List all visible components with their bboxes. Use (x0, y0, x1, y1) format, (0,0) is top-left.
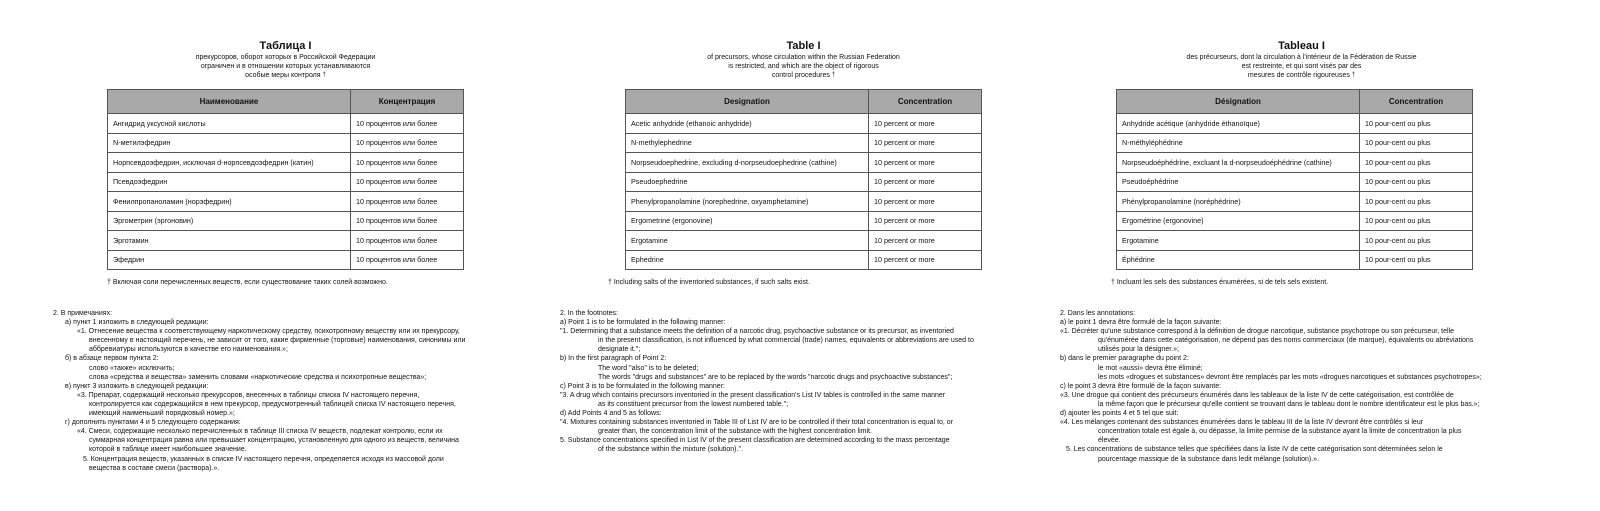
ru-header-concentration: Концентрация (351, 90, 464, 114)
note-line: "4. Mixtures containing substances inventoried in Table III of List IV are to be controlled if their total concentration is equal to, or (560, 419, 954, 427)
fr-precursor-table (1116, 89, 1473, 270)
table-row: N-méthyléphédrine 10 pour-cent ou plus (1117, 133, 1473, 153)
table-row: N-метилэфедрин 10 процентов или более (108, 133, 464, 153)
note-line: слова «средства и вещества» заменить словами «наркотические средства и психотропные вещества»; (89, 373, 427, 381)
note-line: слово «также» исключить; (89, 364, 175, 372)
ru-subtitle-line: особые меры контроля † (245, 72, 326, 79)
fr-header-concentration: Concentration (1360, 90, 1473, 114)
fr-header-designation: Désignation (1117, 90, 1360, 114)
note-line: внесенному в настоящий перечень, не зависит от того, какие фирменные (торговые) наименования, синонимы или (89, 337, 466, 345)
note-line: "3. A drug which contains precursors inventoried in the present classification's List IV tables is controlled in the same manner (560, 391, 946, 399)
note-line: élevée. (1098, 437, 1121, 445)
table-row: Ergotamine 10 pour-cent ou plus (1117, 231, 1473, 251)
note-line: «1. Décréter qu'une substance correspond à la définition de drogue narcotique, substance psychotrope ou son précurseur, telle (1060, 328, 1454, 336)
table-row: Эргометрин (эргоновин) 10 процентов или более (108, 211, 464, 231)
en-amendment-notes (560, 309, 1030, 455)
fr-table-title: Tableau I (1278, 40, 1325, 52)
table-row: Ergometrine (ergonovine) 10 percent or more (626, 211, 982, 231)
note-line: The word "also" is to be deleted; (598, 364, 699, 372)
note-line: d) ajouter les points 4 et 5 tel que suit: (1060, 410, 1179, 418)
note-line: b) dans le premier paragraphe du point 2: (1060, 355, 1189, 363)
table-row: Anhydride acétique (anhydride éthanoïque) 10 pour-cent ou plus (1117, 114, 1473, 134)
note-line: d) Add Points 4 and 5 as follows: (560, 410, 662, 418)
note-line: аббревиатуры используются в качестве его наименования.»; (89, 346, 288, 354)
table-row: Ergotamine 10 percent or more (626, 231, 982, 251)
fr-footnote: † Incluant les sels des substances énumérées, si de tels sels existent. (1111, 279, 1329, 286)
en-header-designation: Designation (626, 90, 869, 114)
fr-subtitle-line: mesures de contrôle rigoureuses † (1247, 72, 1356, 79)
table-row: Псевдоэфедрин 10 процентов или более (108, 172, 464, 192)
en-subtitle-line: is restricted, and which are the object of rigorous (728, 63, 879, 70)
ru-table-subtitle (107, 53, 464, 80)
english-column (560, 0, 1038, 511)
fr-subtitle-line: est restreinte, et qui sont visés par des (1241, 63, 1362, 70)
en-subtitle-line: control procedures † (771, 72, 836, 79)
note-line: «3. Препарат, содержащий несколько прекурсоров, внесенных в таблицы списка IV настоящего перечня, (77, 391, 420, 399)
ru-footnote: † Включая соли перечисленных веществ, если существование таких солей возможно. (107, 279, 388, 286)
table-row: Norpseudoéphédrine, excluant la d-norpseudoéphédrine (cathine) 10 pour-cent ou plus (1117, 153, 1473, 173)
note-line: 2. В примечаниях: (53, 310, 113, 317)
en-table-title: Table I (786, 40, 821, 52)
ru-precursor-table (107, 89, 464, 270)
note-line: в) пункт 3 изложить в следующей редакции: (65, 382, 209, 390)
dagger-mark: † (322, 72, 326, 78)
note-line: b) In the first paragraph of Point 2: (560, 355, 667, 363)
note-line: а) пункт 1 изложить в следующей редакции: (65, 319, 209, 327)
ru-subtitle-line: прекурсоров, оборот которых в Российской Федерации (195, 54, 376, 61)
table-row: Éphédrine 10 pour-cent ou plus (1117, 250, 1473, 270)
note-line: utilisés pour la désigner.»; (1098, 346, 1179, 354)
note-line: 5. Les concentrations de substance telles que spécifiées dans la liste IV de cette catégorisation sont déterminées selon le (1066, 446, 1443, 454)
note-line: которой в таблице имеет наибольшее значение. (89, 446, 247, 454)
note-line: c) le point 3 devra être formulé de la façon suivante: (1060, 382, 1222, 390)
table-row: Фенилпропаноламин (норэфедрин) 10 процентов или более (108, 192, 464, 212)
table-row: Acetic anhydride (ethanoic anhydride) 10 percent or more (626, 114, 982, 134)
note-line: имеющий наименьший порядковый номер.»; (89, 410, 235, 418)
table-row: Ангидрид уксусной кислоты 10 процентов или более (108, 114, 464, 134)
table-row: N-methylephedrine 10 percent or more (626, 133, 982, 153)
french-column (1060, 0, 1536, 511)
note-line: les mots «drogues et substances» devront être remplacés par les mots «drogues narcotiques et substances psychotropes»; (1098, 373, 1482, 381)
note-line: «3. Une drogue qui contient des précurseurs énumérés dans les tableaux de la liste IV de cette catégorisation, est contrôlée de (1060, 391, 1454, 399)
ru-table-title: Таблица I (259, 40, 312, 52)
note-line: контролируется как содержащийся в нем прекурсор, предусмотренный таблицей списка IV настоящего перечня, (89, 400, 456, 408)
note-line: as its constituent precursor from the lowest numbered table."; (598, 400, 789, 408)
note-line: pourcentage massique de la substance dans ledit mélange (solution).». (1098, 455, 1320, 463)
note-line: вещества в составе смеси (раствора).». (89, 464, 220, 472)
note-line: in the present classification, is not influenced by what commercial (trade) names, equivalents or abbreviations are used to (598, 337, 974, 345)
table-row: Pseudoephedrine 10 percent or more (626, 172, 982, 192)
en-subtitle-line: of precursors, whose circulation within the Russian Federation (707, 54, 900, 61)
russian-column (40, 0, 510, 511)
note-line: суммарная концентрация равна или превышает концентрацию, установленную для одного из веществ, величина (89, 437, 459, 445)
fr-subtitle-line: des précurseurs, dont la circulation à l'intérieur de la Fédération de Russie (1186, 54, 1417, 61)
note-line: a) le point 1 devra être formulé de la façon suivante: (1060, 319, 1222, 327)
dagger-mark: † (1351, 72, 1356, 78)
note-line: greater than, the concentration limit of the substance with the highest concentration limit. (598, 428, 872, 436)
note-line: designate it."; (598, 346, 641, 354)
note-line: a) Point 1 is to be formulated in the following manner: (560, 319, 726, 327)
note-line: «1. Отнесение вещества к соответствующему наркотическому средству, психотропному веществу или их прекурсору, (77, 328, 460, 336)
note-line: le mot «aussi» devra être éliminé; (1098, 364, 1203, 372)
en-precursor-table (625, 89, 982, 270)
en-footnote: † Including salts of the inventoried substances, if such salts exist. (608, 279, 810, 286)
note-line: б) в абзаце первом пункта 2: (65, 355, 159, 363)
note-line: The words "drugs and substances" are to be replaced by the words "narcotic drugs and psychoactive substances"; (598, 373, 953, 381)
en-header-concentration: Concentration (869, 90, 982, 114)
table-row: Ergométrine (ergonovine) 10 pour-cent ou plus (1117, 211, 1473, 231)
table-row: Phenylpropanolamine (norephedrine, oxyamphetamine) 10 percent or more (626, 192, 982, 212)
ru-header-name: Наименование (108, 90, 351, 114)
table-row: Эрготамин 10 процентов или более (108, 231, 464, 251)
table-row: Norpseudoephedrine, excluding d-norpseudoephedrine (cathine) 10 percent or more (626, 153, 982, 173)
table-row: Норпсевдоэфедрин, исключая d-норпсевдоэфедрин (катин) 10 процентов или более (108, 153, 464, 173)
note-line: г) дополнить пунктами 4 и 5 следующего содержания: (65, 419, 241, 427)
note-line: «4. Смеси, содержащие несколько перечисленных в таблице III списка IV веществ, подлежат контролю, если их (77, 428, 443, 436)
note-line: 5. Substance concentrations specified in List IV of the present classification are determined according to the mass percentage (560, 437, 950, 445)
note-line: 5. Концентрация веществ, указанных в списке IV настоящего перечня, определяется исходя из массовой доли (83, 455, 444, 463)
ru-subtitle-line: ограничен и в отношении которых устанавливаются (200, 63, 371, 70)
note-line: "1. Determining that a substance meets the definition of a narcotic drug, psychoactive substance or its precursor, as inventoried (560, 328, 954, 336)
fr-amendment-notes (1060, 309, 1530, 464)
table-row: Эфедрин 10 процентов или более (108, 250, 464, 270)
ru-amendment-notes (53, 309, 523, 473)
note-line: of the substance within the mixture (solution).". (598, 446, 743, 454)
en-table-subtitle (625, 53, 982, 80)
note-line: la même façon que le précurseur qu'elle contient se trouvant dans le tableau dont le nombre identificateur est le plus bas.»; (1098, 400, 1480, 408)
note-line: 2. In the footnotes: (560, 310, 618, 317)
note-line: c) Point 3 is to be formulated in the following manner: (560, 382, 725, 390)
note-line: concentration totale est égale à, ou dépasse, la limite permise de la substance ayant la limite de concentration la plus (1098, 428, 1462, 436)
note-line: qu'énumérée dans cette catégorisation, ne dépend pas des noms commerciaux (de marque), équivalents ou abréviations (1098, 337, 1474, 345)
table-row: Phénylpropanolamine (noréphédrine) 10 pour-cent ou plus (1117, 192, 1473, 212)
table-row: Pseudoéphédrine 10 pour-cent ou plus (1117, 172, 1473, 192)
table-row: Ephedrine 10 percent or more (626, 250, 982, 270)
fr-table-subtitle (1123, 53, 1480, 80)
dagger-mark: † (831, 72, 836, 78)
note-line: «4. Les mélanges contenant des substances énumérées dans le tableau III de la liste IV devront être contrôlés si leur (1060, 419, 1424, 427)
note-line: 2. Dans les annotations: (1060, 310, 1136, 317)
